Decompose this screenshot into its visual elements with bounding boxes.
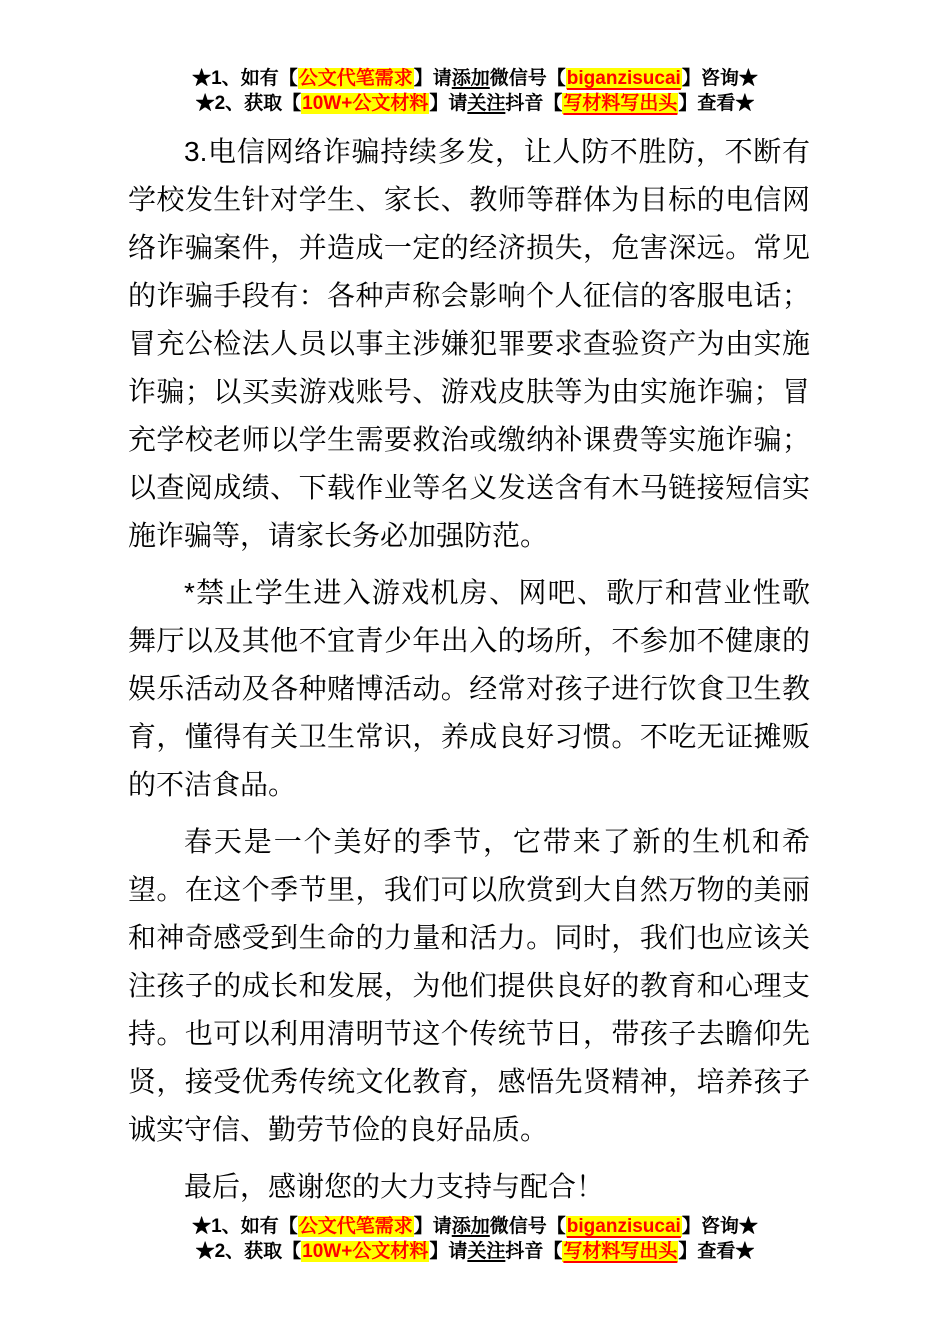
paragraph-forbidden-places: *禁止学生进入游戏机房、网吧、歌厅和营业性歌舞厅以及其他不宜青少年出入的场所，不参加不健康的娱乐活动及各种赌博活动。经常对孩子进行饮食卫生教育，懂得有关卫生常识，养成良好习惯。不吃无证摊贩的不洁食品。 <box>128 577 810 800</box>
promo1-highlight-service: 公文代笔需求 <box>298 1216 413 1237</box>
promo2-highlight-materials: 10W+公文材料 <box>302 93 429 114</box>
promo2-douyin-name: 写材料写出头 <box>563 1241 678 1262</box>
promo-footer-line-1 <box>0 1214 950 1239</box>
promo2-underline-follow: 关注 <box>467 1241 506 1262</box>
promo1-mid2: 微信号【 <box>489 68 566 89</box>
promo2-mid2: 抖音【 <box>505 93 563 114</box>
paragraph-closing-thanks: 最后，感谢您的大力支持与配合！ <box>184 1171 605 1202</box>
document-body <box>128 128 810 1220</box>
promo1-prefix: ★1、如有【 <box>192 1216 298 1237</box>
promo2-prefix: ★2、获取【 <box>195 1241 302 1262</box>
promo2-suffix: 】查看★ <box>678 93 755 114</box>
promo-header-line-1 <box>0 66 950 91</box>
promo-header <box>0 66 950 116</box>
promo1-underline-add: 添加 <box>451 1216 490 1237</box>
paragraph-telecom-fraud: 3.电信网络诈骗持续多发，让人防不胜防，不断有学校发生针对学生、家长、教师等群体为目标的电信网络诈骗案件，并造成一定的经济损失，危害深远。常见的诈骗手段有：各种声称会影响个人征信的客服电话；冒充公检法人员以事主涉嫌犯罪要求查验资产为由实施诈骗；以买卖游戏账号、游戏皮肤等为由实施诈骗；冒充学校老师以学生需要救治或缴纳补课费等实施诈骗；以查阅成绩、下载作业等名义发送含有木马链接短信实施诈骗等，请家长务必加强防范。 <box>128 136 810 551</box>
promo1-mid1: 】请 <box>413 1216 452 1237</box>
promo2-prefix: ★2、获取【 <box>195 93 302 114</box>
promo2-suffix: 】查看★ <box>678 1241 755 1262</box>
promo-footer <box>0 1214 950 1264</box>
promo1-wechat-id: biganzisucai <box>566 1216 681 1237</box>
promo1-highlight-service: 公文代笔需求 <box>298 68 413 89</box>
promo1-wechat-id: biganzisucai <box>566 68 681 89</box>
promo1-mid1: 】请 <box>413 68 452 89</box>
promo-header-line-2 <box>0 91 950 116</box>
paragraph-spring-season: 春天是一个美好的季节，它带来了新的生机和希望。在这个季节里，我们可以欣赏到大自然万物的美丽和神奇感受到生命的力量和活力。同时，我们也应该关注孩子的成长和发展，为他们提供良好的教育和心理支持。也可以利用清明节这个传统节日，带孩子去瞻仰先贤，接受优秀传统文化教育，感悟先贤精神，培养孩子诚实守信、勤劳节俭的良好品质。 <box>128 826 810 1145</box>
promo1-prefix: ★1、如有【 <box>192 68 298 89</box>
promo1-suffix: 】咨询★ <box>681 68 758 89</box>
promo2-mid1: 】请 <box>429 1241 468 1262</box>
promo1-suffix: 】咨询★ <box>681 1216 758 1237</box>
promo1-underline-add: 添加 <box>451 68 490 89</box>
promo2-mid1: 】请 <box>429 93 468 114</box>
promo2-mid2: 抖音【 <box>505 1241 563 1262</box>
promo2-douyin-name: 写材料写出头 <box>563 93 678 114</box>
promo2-underline-follow: 关注 <box>467 93 506 114</box>
promo-footer-line-2 <box>0 1239 950 1264</box>
promo1-mid2: 微信号【 <box>489 1216 566 1237</box>
promo2-highlight-materials: 10W+公文材料 <box>302 1241 429 1262</box>
